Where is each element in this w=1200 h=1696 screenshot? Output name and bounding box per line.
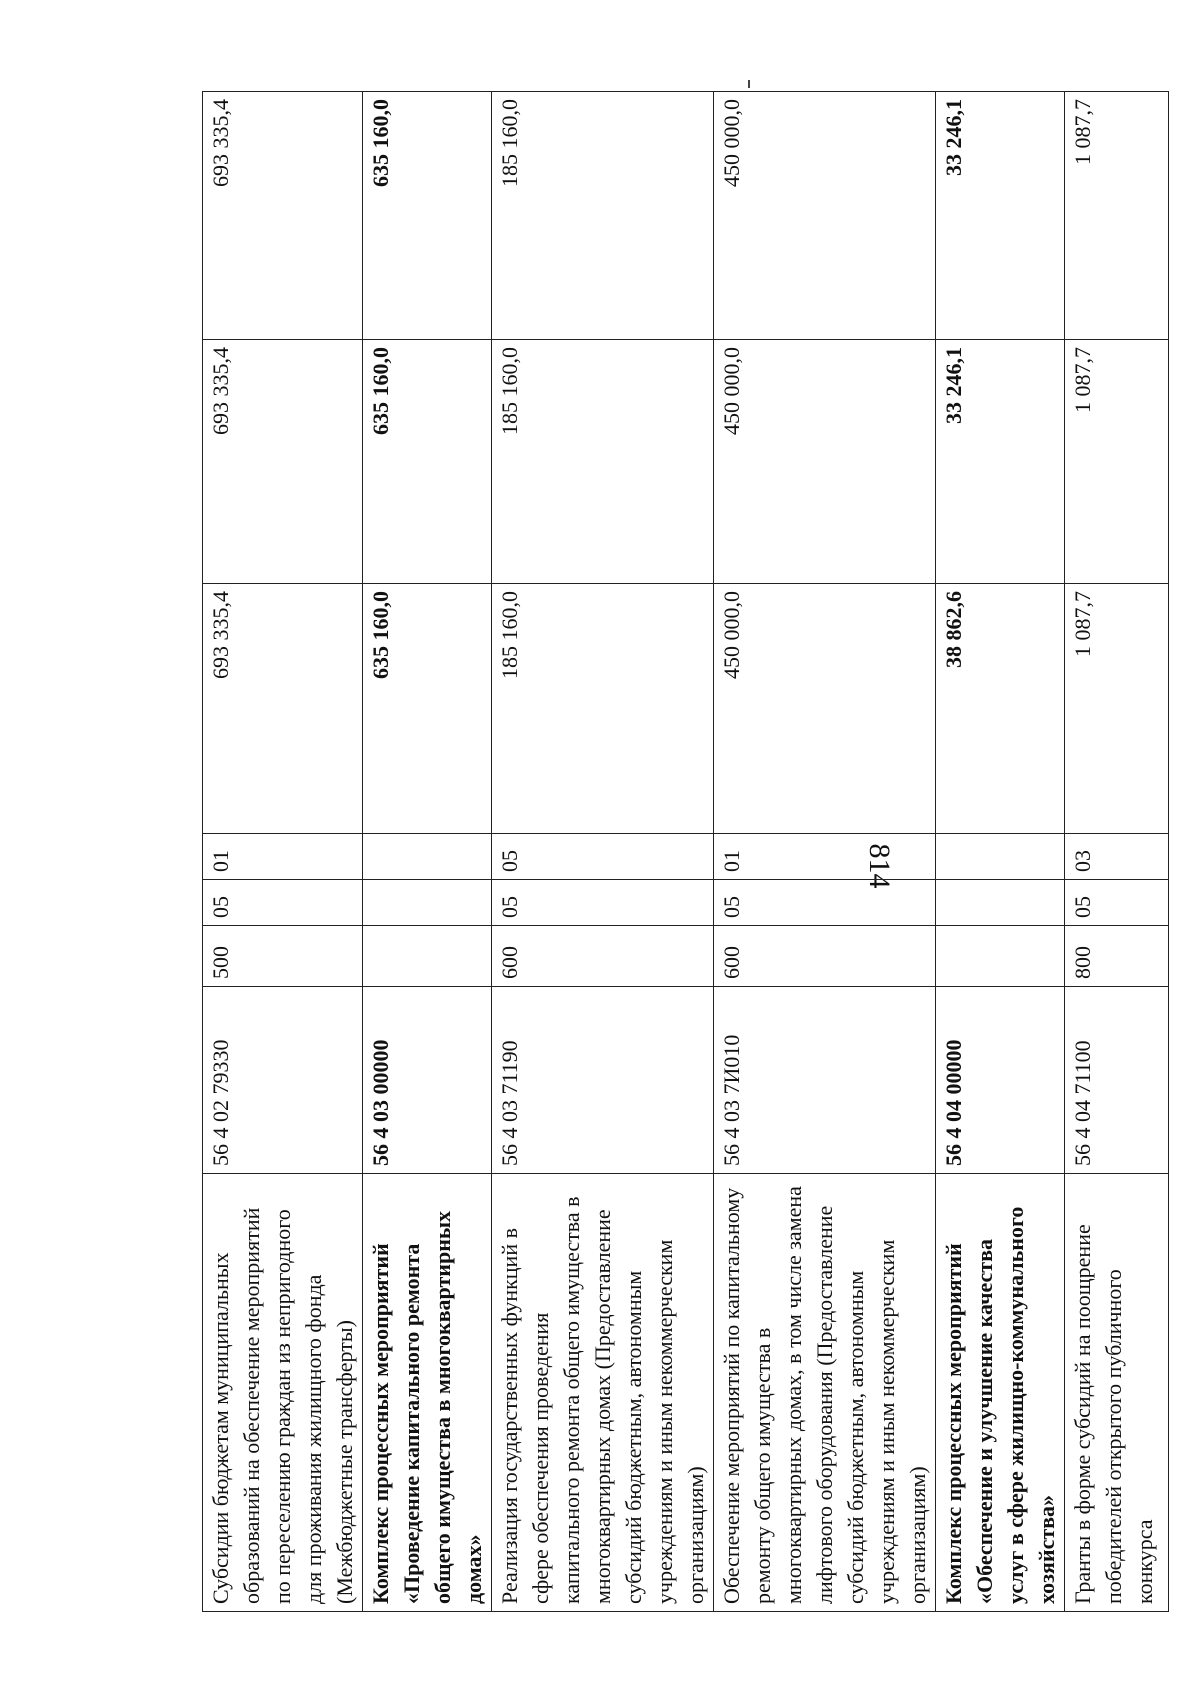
amount-3: 635 160,0: [363, 92, 492, 340]
amount-3: 693 335,4: [203, 92, 363, 340]
subsection-code: 01: [714, 834, 936, 880]
amount-1: 1 087,7: [1065, 584, 1169, 834]
stray-mark: [748, 80, 750, 88]
amount-2: 635 160,0: [363, 340, 492, 584]
section-code: 05: [714, 880, 936, 926]
amount-1: 693 335,4: [203, 584, 363, 834]
table-row: [936, 92, 1065, 1612]
amount-2: 33 246,1: [936, 340, 1065, 584]
amount-1: 635 160,0: [363, 584, 492, 834]
row-description: Реализация государственных функций в сфере обеспечения проведения капитального ремонта общего имущества в многоквартирных домах (Предоставление субсидий бюджетным, автономным учреждениям и иным некоммерческим организациям): [492, 1174, 714, 1612]
subsection-code: 01: [203, 834, 363, 880]
target-code: 56 4 03 00000: [363, 987, 492, 1174]
table-row: [363, 92, 492, 1612]
section-code: [363, 880, 492, 926]
amount-1: 185 160,0: [492, 584, 714, 834]
amount-1: 450 000,0: [714, 584, 936, 834]
amount-3: 33 246,1: [936, 92, 1065, 340]
table-row: [714, 92, 936, 1612]
expense-type: 600: [714, 926, 936, 987]
budget-table: [202, 91, 1169, 1612]
table-row: [492, 92, 714, 1612]
row-description: Субсидии бюджетам муниципальных образований на обеспечение мероприятий по переселению граждан из непригодного для проживания жилищного фонда (Межбюджетные трансферты): [203, 1174, 363, 1612]
expense-type: 500: [203, 926, 363, 987]
subsection-code: 03: [1065, 834, 1169, 880]
target-code: 56 4 04 71100: [1065, 987, 1169, 1174]
table-row: [1065, 92, 1169, 1612]
row-description: Гранты в форме субсидий на поощрение победителей открытого публичного конкурса: [1065, 1174, 1169, 1612]
expense-type: [936, 926, 1065, 987]
subsection-code: [363, 834, 492, 880]
amount-1: 38 862,6: [936, 584, 1065, 834]
subsection-code: 05: [492, 834, 714, 880]
target-code: 56 4 03 71190: [492, 987, 714, 1174]
amount-2: 450 000,0: [714, 340, 936, 584]
page-number: 814: [863, 843, 896, 889]
table-wrapper: [202, 92, 1157, 1612]
amount-2: 1 087,7: [1065, 340, 1169, 584]
section-code: [936, 880, 1065, 926]
expense-type: 800: [1065, 926, 1169, 987]
amount-2: 185 160,0: [492, 340, 714, 584]
section-code: 05: [1065, 880, 1169, 926]
expense-type: [363, 926, 492, 987]
row-description: Комплекс процессных мероприятий «Обеспечение и улучшение качества услуг в сфере жилищно-коммунального хозяйства»: [936, 1174, 1065, 1612]
target-code: 56 4 04 00000: [936, 987, 1065, 1174]
section-code: 05: [203, 880, 363, 926]
row-description: Обеспечение мероприятий по капитальному ремонту общего имущества в многоквартирных домах, в том числе замена лифтового оборудования (Предоставление субсидий бюджетным, автономным учреждениям и иным некоммерческим организациям): [714, 1174, 936, 1612]
amount-3: 185 160,0: [492, 92, 714, 340]
target-code: 56 4 02 79330: [203, 987, 363, 1174]
row-description: Комплекс процессных мероприятий «Проведение капитального ремонта общего имущества в многоквартирных домах»: [363, 1174, 492, 1612]
amount-3: 450 000,0: [714, 92, 936, 340]
subsection-code: [936, 834, 1065, 880]
section-code: 05: [492, 880, 714, 926]
table-row: [203, 92, 363, 1612]
amount-3: 1 087,7: [1065, 92, 1169, 340]
target-code: 56 4 03 7И010: [714, 987, 936, 1174]
amount-2: 693 335,4: [203, 340, 363, 584]
expense-type: 600: [492, 926, 714, 987]
